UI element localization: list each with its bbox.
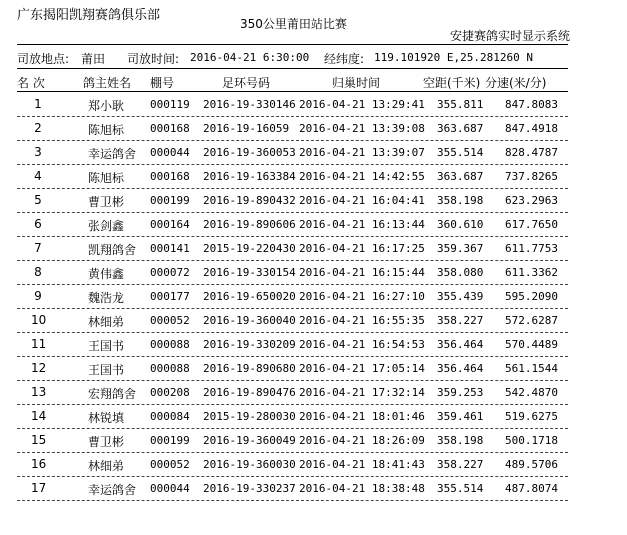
cell-speed: 519.6275: [505, 410, 558, 423]
coords-label: 经纬度:: [324, 52, 365, 66]
cell-ring: 2016-19-360053: [203, 146, 296, 159]
cell-shed: 000052: [150, 314, 190, 327]
cell-owner: 幸运鸽舍: [88, 483, 137, 497]
release-place-label: 司放地点:: [17, 52, 70, 66]
coords: 119.101920 E,25.281260 N: [374, 51, 533, 64]
table-row: [17, 121, 577, 137]
cell-ring: 2016-19-330146: [203, 98, 296, 111]
col-owner-header: 鸽主姓名: [83, 76, 132, 90]
cell-rank: 12: [31, 361, 47, 375]
row-separator: [17, 332, 568, 333]
cell-owner: 王国书: [88, 339, 125, 353]
row-separator: [17, 308, 568, 309]
cell-speed: 623.2963: [505, 194, 558, 207]
cell-ring: 2016-19-360049: [203, 434, 296, 447]
cell-ring: 2016-19-360030: [203, 458, 296, 471]
cell-rank: 5: [34, 193, 42, 207]
cell-owner: 陈旭标: [88, 171, 125, 185]
cell-rank: 3: [34, 145, 42, 159]
cell-speed: 617.7650: [505, 218, 558, 231]
col-rank-header: 名 次: [17, 76, 45, 90]
cell-speed: 542.4870: [505, 386, 558, 399]
cell-distance: 358.227: [437, 458, 484, 471]
row-separator: [17, 356, 568, 357]
cell-arrival: 2016-04-21 13:29:41: [299, 98, 425, 111]
table-row: [17, 265, 577, 281]
table-row: [17, 217, 577, 233]
header-rule: [17, 91, 568, 92]
cell-speed: 489.5706: [505, 458, 558, 471]
cell-arrival: 2016-04-21 18:41:43: [299, 458, 425, 471]
cell-rank: 17: [31, 481, 47, 495]
cell-ring: 2016-19-650020: [203, 290, 296, 303]
cell-ring: 2016-19-16059: [203, 122, 290, 135]
cell-distance: 358.198: [437, 194, 484, 207]
cell-owner: 林细弟: [88, 315, 125, 329]
row-separator: [17, 380, 568, 381]
cell-shed: 000044: [150, 146, 190, 159]
row-separator: [17, 236, 568, 237]
cell-owner: 宏翔鸽舍: [88, 387, 137, 401]
table-row: [17, 337, 577, 353]
cell-owner: 陈旭标: [88, 123, 125, 137]
row-separator: [17, 404, 568, 405]
cell-rank: 15: [31, 433, 47, 447]
cell-arrival: 2016-04-21 16:17:25: [299, 242, 425, 255]
cell-ring: 2016-19-330154: [203, 266, 296, 279]
cell-arrival: 2016-04-21 16:54:53: [299, 338, 425, 351]
cell-rank: 13: [31, 385, 47, 399]
cell-shed: 000199: [150, 434, 190, 447]
cell-shed: 000208: [150, 386, 190, 399]
cell-ring: 2015-19-280030: [203, 410, 296, 423]
cell-arrival: 2016-04-21 17:32:14: [299, 386, 425, 399]
cell-arrival: 2016-04-21 16:13:44: [299, 218, 425, 231]
cell-distance: 358.227: [437, 314, 484, 327]
cell-ring: 2016-19-163384: [203, 170, 296, 183]
row-separator: [17, 260, 568, 261]
cell-speed: 847.8083: [505, 98, 558, 111]
cell-shed: 000088: [150, 362, 190, 375]
cell-distance: 356.464: [437, 362, 484, 375]
release-info: [17, 50, 577, 66]
info-rule: [17, 68, 568, 69]
row-separator: [17, 428, 568, 429]
cell-arrival: 2016-04-21 14:42:55: [299, 170, 425, 183]
cell-owner: 郑小耿: [88, 99, 125, 113]
cell-shed: 000084: [150, 410, 190, 423]
table-row: [17, 193, 577, 209]
cell-shed: 000072: [150, 266, 190, 279]
cell-speed: 572.6287: [505, 314, 558, 327]
col-shed-header: 棚号: [150, 76, 175, 90]
cell-arrival: 2016-04-21 13:39:07: [299, 146, 425, 159]
cell-arrival: 2016-04-21 16:55:35: [299, 314, 425, 327]
cell-rank: 2: [34, 121, 42, 135]
table-row: [17, 433, 577, 449]
cell-rank: 6: [34, 217, 42, 231]
cell-distance: 359.253: [437, 386, 484, 399]
cell-distance: 355.514: [437, 146, 484, 159]
club-name: 广东揭阳凯翔赛鸽俱乐部: [17, 8, 161, 23]
cell-distance: 355.514: [437, 482, 484, 495]
cell-arrival: 2016-04-21 16:27:10: [299, 290, 425, 303]
cell-arrival: 2016-04-21 13:39:08: [299, 122, 425, 135]
cell-owner: 幸运鸽舍: [88, 147, 137, 161]
cell-owner: 王国书: [88, 363, 125, 377]
cell-shed: 000164: [150, 218, 190, 231]
table-row: [17, 481, 577, 497]
system-name: 安捷赛鸽实时显示系统: [449, 29, 570, 43]
cell-rank: 11: [31, 337, 47, 351]
table-row: [17, 241, 577, 257]
cell-rank: 7: [34, 241, 42, 255]
top-rule: [17, 44, 568, 45]
row-separator: [17, 116, 568, 117]
cell-shed: 000119: [150, 98, 190, 111]
table-row: [17, 145, 577, 161]
cell-distance: 355.811: [437, 98, 484, 111]
row-separator: [17, 284, 568, 285]
cell-shed: 000088: [150, 338, 190, 351]
cell-arrival: 2016-04-21 16:15:44: [299, 266, 425, 279]
cell-shed: 000199: [150, 194, 190, 207]
cell-speed: 500.1718: [505, 434, 558, 447]
cell-speed: 561.1544: [505, 362, 558, 375]
table-row: [17, 97, 577, 113]
table-row: [17, 313, 577, 329]
cell-rank: 9: [34, 289, 42, 303]
cell-owner: 曹卫彬: [88, 195, 125, 209]
cell-shed: 000044: [150, 482, 190, 495]
cell-ring: 2016-19-330209: [203, 338, 296, 351]
cell-distance: 358.198: [437, 434, 484, 447]
cell-ring: 2016-19-330237: [203, 482, 296, 495]
table-row: [17, 457, 577, 473]
cell-speed: 847.4918: [505, 122, 558, 135]
table-row: [17, 289, 577, 305]
cell-speed: 611.3362: [505, 266, 558, 279]
col-ring-header: 足环号码: [222, 76, 271, 90]
row-separator: [17, 164, 568, 165]
cell-shed: 000141: [150, 242, 190, 255]
cell-ring: 2016-19-360040: [203, 314, 296, 327]
cell-distance: 358.080: [437, 266, 484, 279]
cell-speed: 737.8265: [505, 170, 558, 183]
cell-owner: 张剑鑫: [88, 219, 125, 233]
row-separator: [17, 500, 568, 501]
cell-rank: 8: [34, 265, 42, 279]
table-row: [17, 385, 577, 401]
cell-speed: 487.8074: [505, 482, 558, 495]
cell-speed: 611.7753: [505, 242, 558, 255]
cell-ring: 2016-19-890476: [203, 386, 296, 399]
cell-speed: 828.4787: [505, 146, 558, 159]
cell-owner: 林锐填: [88, 411, 125, 425]
race-title: 350公里莆田站比赛: [240, 17, 347, 31]
cell-ring: 2016-19-890606: [203, 218, 296, 231]
col-arrival-header: 归巢时间: [332, 76, 381, 90]
cell-rank: 10: [31, 313, 47, 327]
cell-owner: 林细弟: [88, 459, 125, 473]
cell-ring: 2016-19-890680: [203, 362, 296, 375]
cell-distance: 359.461: [437, 410, 484, 423]
row-separator: [17, 476, 568, 477]
col-speed-header: 分速(米/分): [485, 76, 547, 90]
cell-ring: 2016-19-890432: [203, 194, 296, 207]
cell-speed: 570.4489: [505, 338, 558, 351]
cell-rank: 4: [34, 169, 42, 183]
cell-arrival: 2016-04-21 18:01:46: [299, 410, 425, 423]
table-row: [17, 169, 577, 185]
cell-owner: 魏浩龙: [88, 291, 125, 305]
cell-arrival: 2016-04-21 18:38:48: [299, 482, 425, 495]
cell-arrival: 2016-04-21 16:04:41: [299, 194, 425, 207]
cell-distance: 363.687: [437, 170, 484, 183]
row-separator: [17, 212, 568, 213]
cell-rank: 1: [34, 97, 42, 111]
cell-speed: 595.2090: [505, 290, 558, 303]
table-row: [17, 409, 577, 425]
cell-shed: 000168: [150, 122, 190, 135]
cell-ring: 2015-19-220430: [203, 242, 296, 255]
cell-arrival: 2016-04-21 17:05:14: [299, 362, 425, 375]
release-time-label: 司放时间:: [127, 52, 180, 66]
cell-owner: 曹卫彬: [88, 435, 125, 449]
cell-shed: 000052: [150, 458, 190, 471]
cell-owner: 黄伟鑫: [88, 267, 125, 281]
release-time: 2016-04-21 6:30:00: [190, 51, 310, 64]
row-separator: [17, 452, 568, 453]
row-separator: [17, 140, 568, 141]
table-header: [17, 74, 577, 90]
cell-distance: 360.610: [437, 218, 484, 231]
row-separator: [17, 188, 568, 189]
table-row: [17, 361, 577, 377]
cell-distance: 356.464: [437, 338, 484, 351]
cell-distance: 355.439: [437, 290, 484, 303]
cell-arrival: 2016-04-21 18:26:09: [299, 434, 425, 447]
cell-owner: 凯翔鸽舍: [88, 243, 137, 257]
col-distance-header: 空距(千米): [423, 76, 481, 90]
cell-distance: 363.687: [437, 122, 484, 135]
cell-shed: 000168: [150, 170, 190, 183]
cell-shed: 000177: [150, 290, 190, 303]
cell-rank: 14: [31, 409, 47, 423]
release-place: 莆田: [81, 52, 106, 66]
cell-distance: 359.367: [437, 242, 484, 255]
cell-rank: 16: [31, 457, 47, 471]
